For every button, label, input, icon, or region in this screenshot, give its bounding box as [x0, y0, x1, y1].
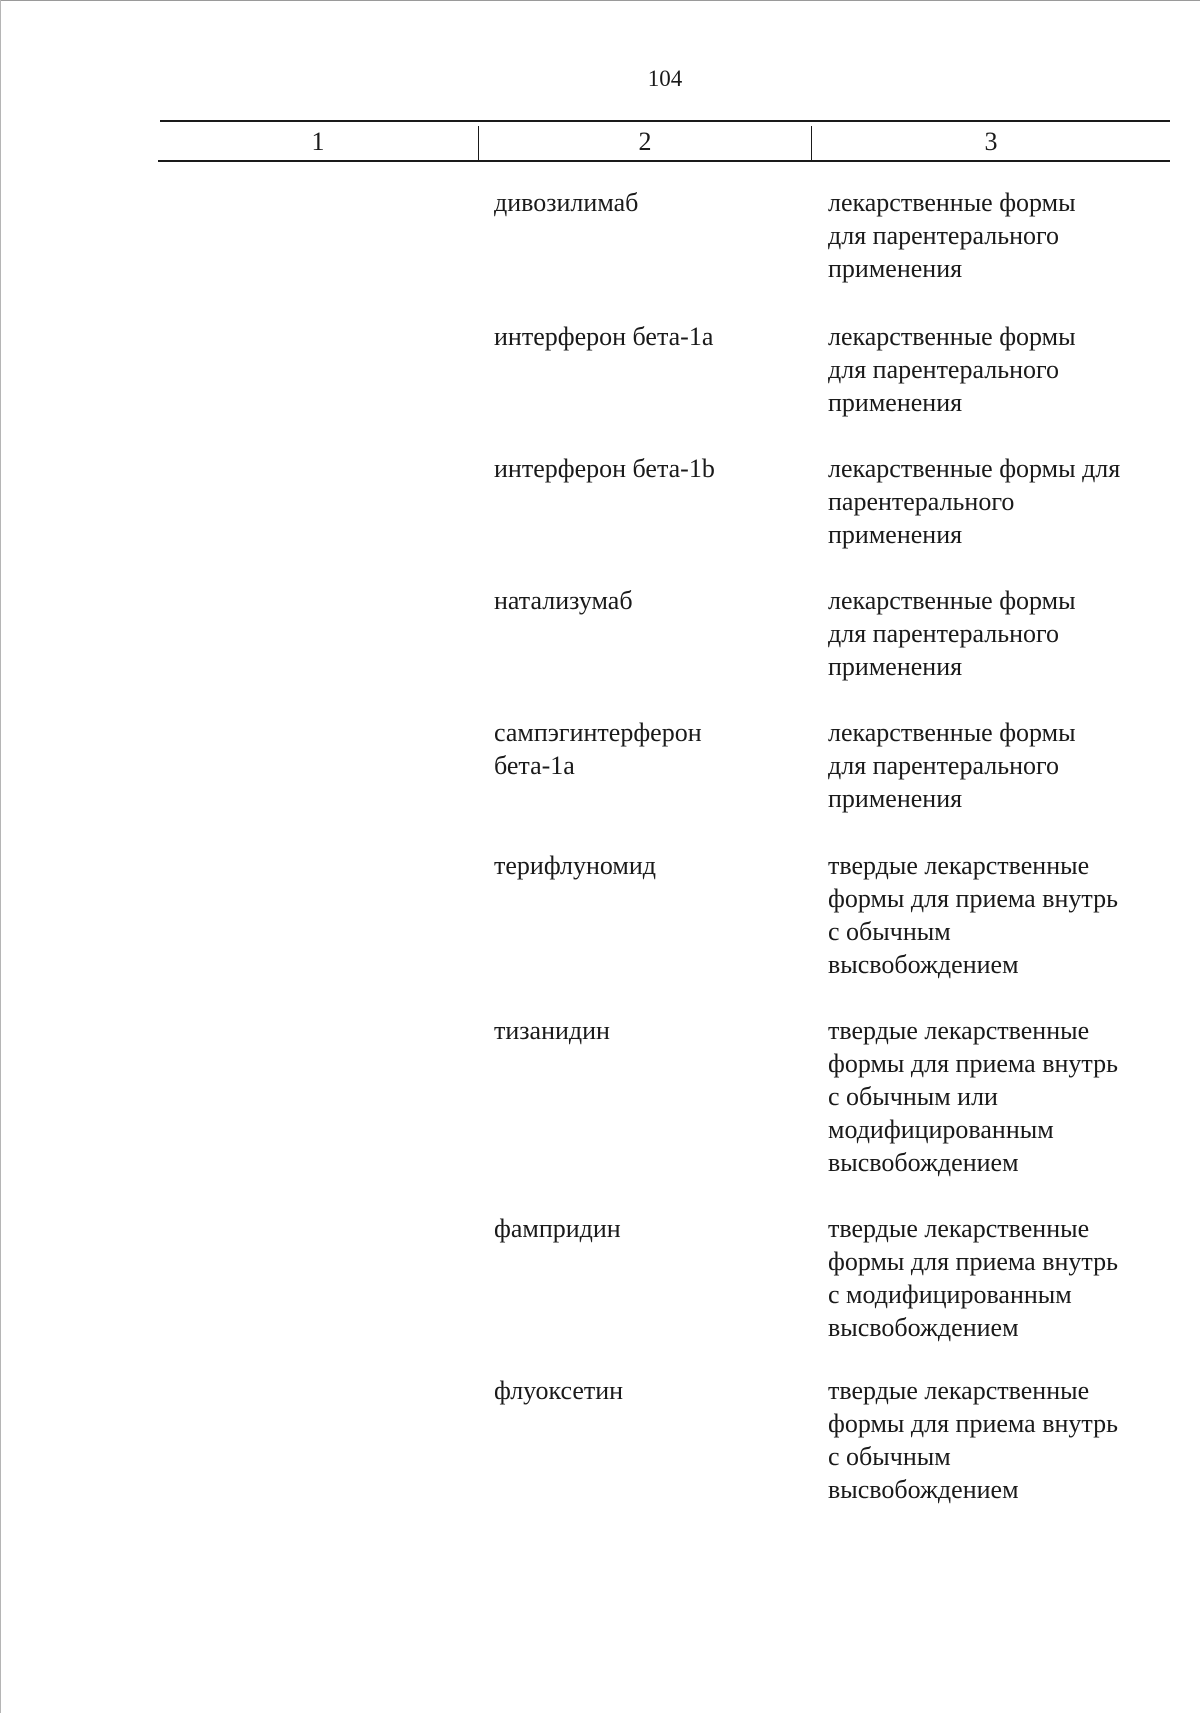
dosage-form-line: применения: [828, 254, 963, 283]
drug-name-line: сампэгинтерферон: [494, 718, 702, 747]
drug-name: [494, 716, 794, 782]
dosage-form-line: твердые лекарственные: [828, 1376, 1090, 1405]
dosage-form-line: твердые лекарственные: [828, 1214, 1090, 1243]
dosage-form-line: для парентерального: [828, 751, 1060, 780]
column-header-1: 1: [311, 127, 325, 156]
table-header-rule: [158, 160, 1170, 162]
drug-name-line: бета-1а: [494, 751, 575, 780]
drug-name: [494, 1212, 794, 1245]
drug-name-line: интерферон бета-1b: [494, 454, 715, 483]
dosage-form-line: формы для приема внутрь: [828, 1247, 1118, 1276]
drug-name-line: терифлуномид: [494, 851, 657, 880]
dosage-form: [828, 452, 1173, 551]
dosage-form-line: с модифицированным: [828, 1280, 1072, 1309]
dosage-form: [828, 1212, 1173, 1344]
scan-edge-top: [0, 0, 1200, 1]
drug-name-line: флуоксетин: [494, 1376, 624, 1405]
dosage-form-line: с обычным или: [828, 1082, 998, 1111]
dosage-form-line: применения: [828, 652, 963, 681]
drug-name-line: интерферон бета-1а: [494, 322, 714, 351]
drug-name: [494, 320, 794, 353]
dosage-form-line: лекарственные формы для: [828, 454, 1121, 483]
dosage-form-line: для парентерального: [828, 355, 1060, 384]
dosage-form-line: лекарственные формы: [828, 188, 1076, 217]
drug-name-line: фампридин: [494, 1214, 621, 1243]
dosage-form-line: модифицированным: [828, 1115, 1054, 1144]
dosage-form-line: твердые лекарственные: [828, 851, 1090, 880]
dosage-form-line: применения: [828, 388, 963, 417]
dosage-form-line: парентерального: [828, 487, 1015, 516]
dosage-form: [828, 320, 1173, 419]
dosage-form-line: высвобождением: [828, 1313, 1019, 1342]
dosage-form-line: для парентерального: [828, 619, 1060, 648]
column-header-2: 2: [638, 127, 652, 156]
drug-name: [494, 452, 794, 485]
dosage-form: [828, 1014, 1173, 1179]
dosage-form: [828, 716, 1173, 815]
dosage-form-line: высвобождением: [828, 950, 1019, 979]
dosage-form-line: твердые лекарственные: [828, 1016, 1090, 1045]
column-header-3: 3: [984, 127, 998, 156]
dosage-form-line: формы для приема внутрь: [828, 884, 1118, 913]
drug-name: [494, 849, 794, 882]
drug-name-line: дивозилимаб: [494, 188, 639, 217]
dosage-form-line: высвобождением: [828, 1148, 1019, 1177]
dosage-form-line: лекарственные формы: [828, 322, 1076, 351]
drug-name: [494, 584, 794, 617]
dosage-form: [828, 1374, 1173, 1506]
drug-name: [494, 1014, 794, 1047]
dosage-form: [828, 584, 1173, 683]
drug-name-line: тизанидин: [494, 1016, 610, 1045]
dosage-form-line: лекарственные формы: [828, 586, 1076, 615]
page-number: 104: [647, 66, 683, 91]
drug-name: [494, 1374, 794, 1407]
table-top-rule: [160, 120, 1170, 122]
drug-name: [494, 186, 794, 219]
dosage-form-line: формы для приема внутрь: [828, 1409, 1118, 1438]
dosage-form-line: для парентерального: [828, 221, 1060, 250]
dosage-form: [828, 186, 1173, 285]
dosage-form-line: лекарственные формы: [828, 718, 1076, 747]
dosage-form-line: формы для приема внутрь: [828, 1049, 1118, 1078]
dosage-form-line: применения: [828, 520, 963, 549]
dosage-form: [828, 849, 1173, 981]
dosage-form-line: высвобождением: [828, 1475, 1019, 1504]
drug-name-line: натализумаб: [494, 586, 633, 615]
dosage-form-line: с обычным: [828, 1442, 951, 1471]
scan-edge-left: [0, 0, 1, 1713]
dosage-form-line: применения: [828, 784, 963, 813]
dosage-form-line: с обычным: [828, 917, 951, 946]
